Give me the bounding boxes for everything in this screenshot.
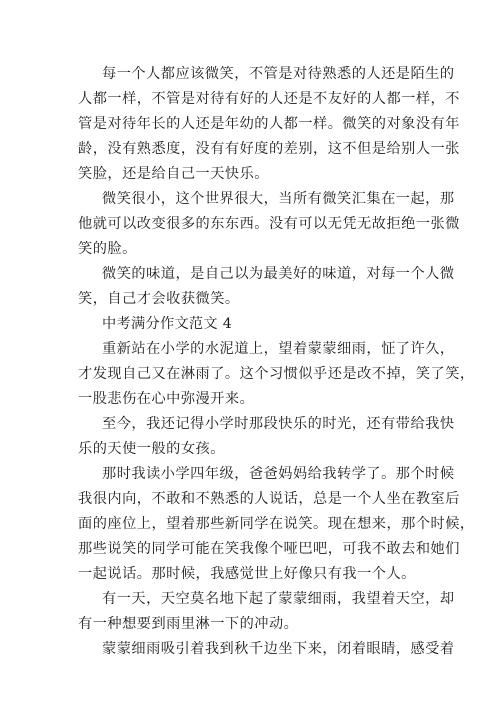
- paragraph-6-line-4: 那些说笑的同学可能在笑我像个哑巴吧，可我不敢去和她们: [78, 541, 460, 557]
- paragraph-8-line-1: 蒙蒙细雨吸引着我到秋千边坐下来，闭着眼睛，感受着: [102, 641, 455, 657]
- paragraph-4-line-2: 才发现自己又在淋雨了。这个习惯似乎还是改不掉，笑了笑，: [78, 366, 475, 382]
- paragraph-7-line-1: 有一天，天空莫名地下起了蒙蒙细雨，我望着天空，却: [102, 591, 455, 607]
- paragraph-5-line-2: 乐的天使一般的女孩。: [78, 441, 225, 457]
- paragraph-3-line-2: 笑，自己才会收获微笑。: [78, 291, 240, 307]
- paragraph-4-line-3: 一股悲伤在心中弥漫开来。: [78, 391, 255, 407]
- paragraph-1-line-5: 笑脸，还是给自己一天快乐。: [78, 166, 269, 182]
- paragraph-7-line-2: 有一种想要到雨里淋一下的冲动。: [78, 616, 299, 632]
- paragraph-5-line-1: 至今，我还记得小学时那段快乐的时光，还有带给我快: [102, 416, 455, 432]
- paragraph-6-line-3: 面的座位上，望着那些新同学在说笑。现在想来，那个时候，: [78, 516, 475, 532]
- paragraph-6-line-2: 我很内向，不敢和不熟悉的人说话，总是一个人坐在教室后: [78, 491, 460, 507]
- paragraph-6-line-1: 那时我读小学四年级，爸爸妈妈给我转学了。那个时候: [102, 466, 455, 482]
- section-heading: 中考满分作文范文 4: [102, 316, 233, 332]
- paragraph-2-line-2: 他就可以改变很多的东东西。没有可以无凭无故拒绝一张微: [78, 216, 460, 232]
- paragraph-4-line-1: 重新站在小学的水泥道上，望着蒙蒙细雨，怔了许久，: [102, 341, 455, 357]
- paragraph-1-line-1: 每一个人都应该微笑，不管是对待熟悉的人还是陌生的: [102, 66, 455, 82]
- paragraph-2-line-1: 微笑很小，这个世界很大，当所有微笑汇集在一起，那: [102, 191, 455, 207]
- paragraph-3-line-1: 微笑的味道，是自己以为最美好的味道，对每一个人微: [102, 266, 455, 282]
- paragraph-1-line-3: 管是对待年长的人还是年幼的人都一样。微笑的对象没有年: [78, 116, 460, 132]
- paragraph-1-line-4: 龄，没有熟悉度，没有有好度的差别，这不但是给别人一张: [78, 141, 460, 157]
- paragraph-2-line-3: 笑的脸。: [78, 241, 137, 257]
- paragraph-6-line-5: 一起说话。那时候，我感觉世上好像只有我一个人。: [78, 566, 416, 582]
- paragraph-1-line-2: 人都一样，不管是对待有好的人还是不友好的人都一样，不: [78, 91, 460, 107]
